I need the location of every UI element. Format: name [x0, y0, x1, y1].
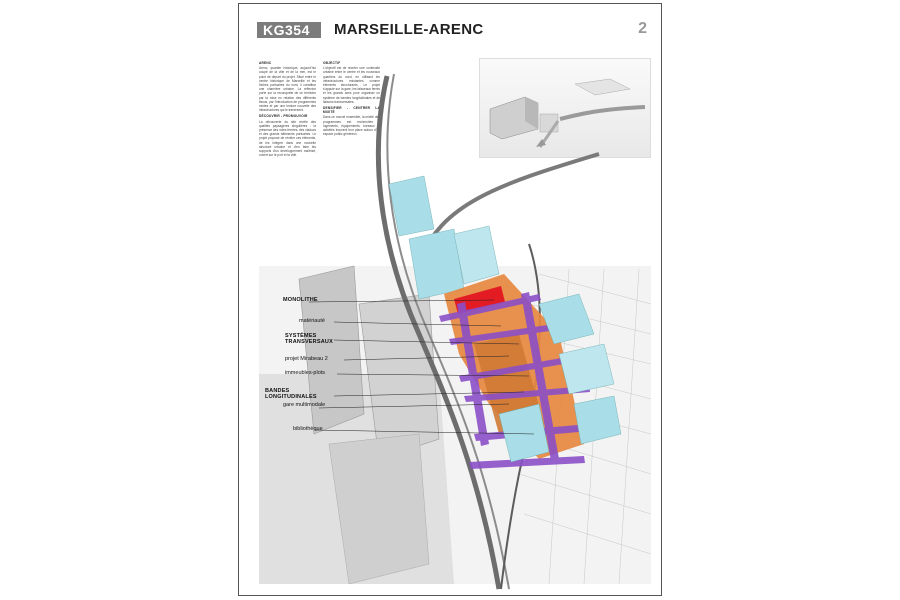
project-code: KG354 — [257, 22, 321, 38]
label-bibliotheque: bibliothèque — [293, 426, 323, 432]
page-title: MARSEILLE-ARENC — [334, 21, 484, 38]
column-heading: OBJECTIF — [323, 61, 341, 65]
column-heading: DENSIFIER - CENTRER LA MIXITÉ — [323, 106, 380, 115]
label-systemes-transversaux: SYSTÈMES TRANSVERSAUX — [285, 333, 333, 345]
column-paragraph: L'objectif est de recréer une continuité urbaine entre le centre et les nouveaux quartiers du nord, en utilisant les infrastructures existantes comme éléments structurants. Le projet s'appuie sur la gare, les faisceaux ferrés et les grands axes pour organiser un système de bandes longitudinales et de liaisons transversales. — [323, 66, 380, 104]
column-paragraph: Arenc, quartier historique, aujourd'hui coupé de la ville et de la mer, est le point de départ du projet. Situé entre le centre historique de Marseille et les friches portuaires du nord, il constitue une charnière urbaine. La réflexion porte sur la reconquête de ce territoire par la mise en relation des différents tissus, par l'introduction de programmes mixtes et par une lecture nouvelle des infrastructures qui le traversent. — [259, 66, 316, 113]
column-paragraph: Dans ce nouvel ensemble, la mixité des programmes est recherchée : logements, équipements, bureaux et activités trouvent leur place autour d'un espace public généreux. — [323, 115, 380, 137]
label-bandes-longitudinales: BANDES LONGITUDINALES — [265, 388, 317, 400]
label-monolithe: MONOLITHE — [283, 297, 318, 303]
label-materiaute: matériauté — [299, 318, 325, 324]
label-gare-multimodale: gare multimodale — [283, 402, 326, 408]
poster-sheet — [238, 3, 662, 596]
page-number: 2 — [638, 20, 647, 37]
label-immeubles-plots: immeubles-plots — [285, 370, 326, 376]
label-projet-mirabeau: projet Mirabeau 2 — [285, 356, 328, 362]
column-heading: ARENC — [259, 61, 272, 65]
column-paragraph: La découverte du site révèle des qualités paysagères singulières : la présence des voies ferrées, des viaducs et des grands bâtiments portuaires. Le projet propose de révéler ces éléments, de les intégrer dans une nouvelle structure urbaine et d'en faire les supports d'un développement maîtrisé, ouvert sur le port et la ville. — [259, 119, 316, 158]
column-heading: DÉCOUVRIR - PROMOUVOIR — [259, 114, 308, 119]
